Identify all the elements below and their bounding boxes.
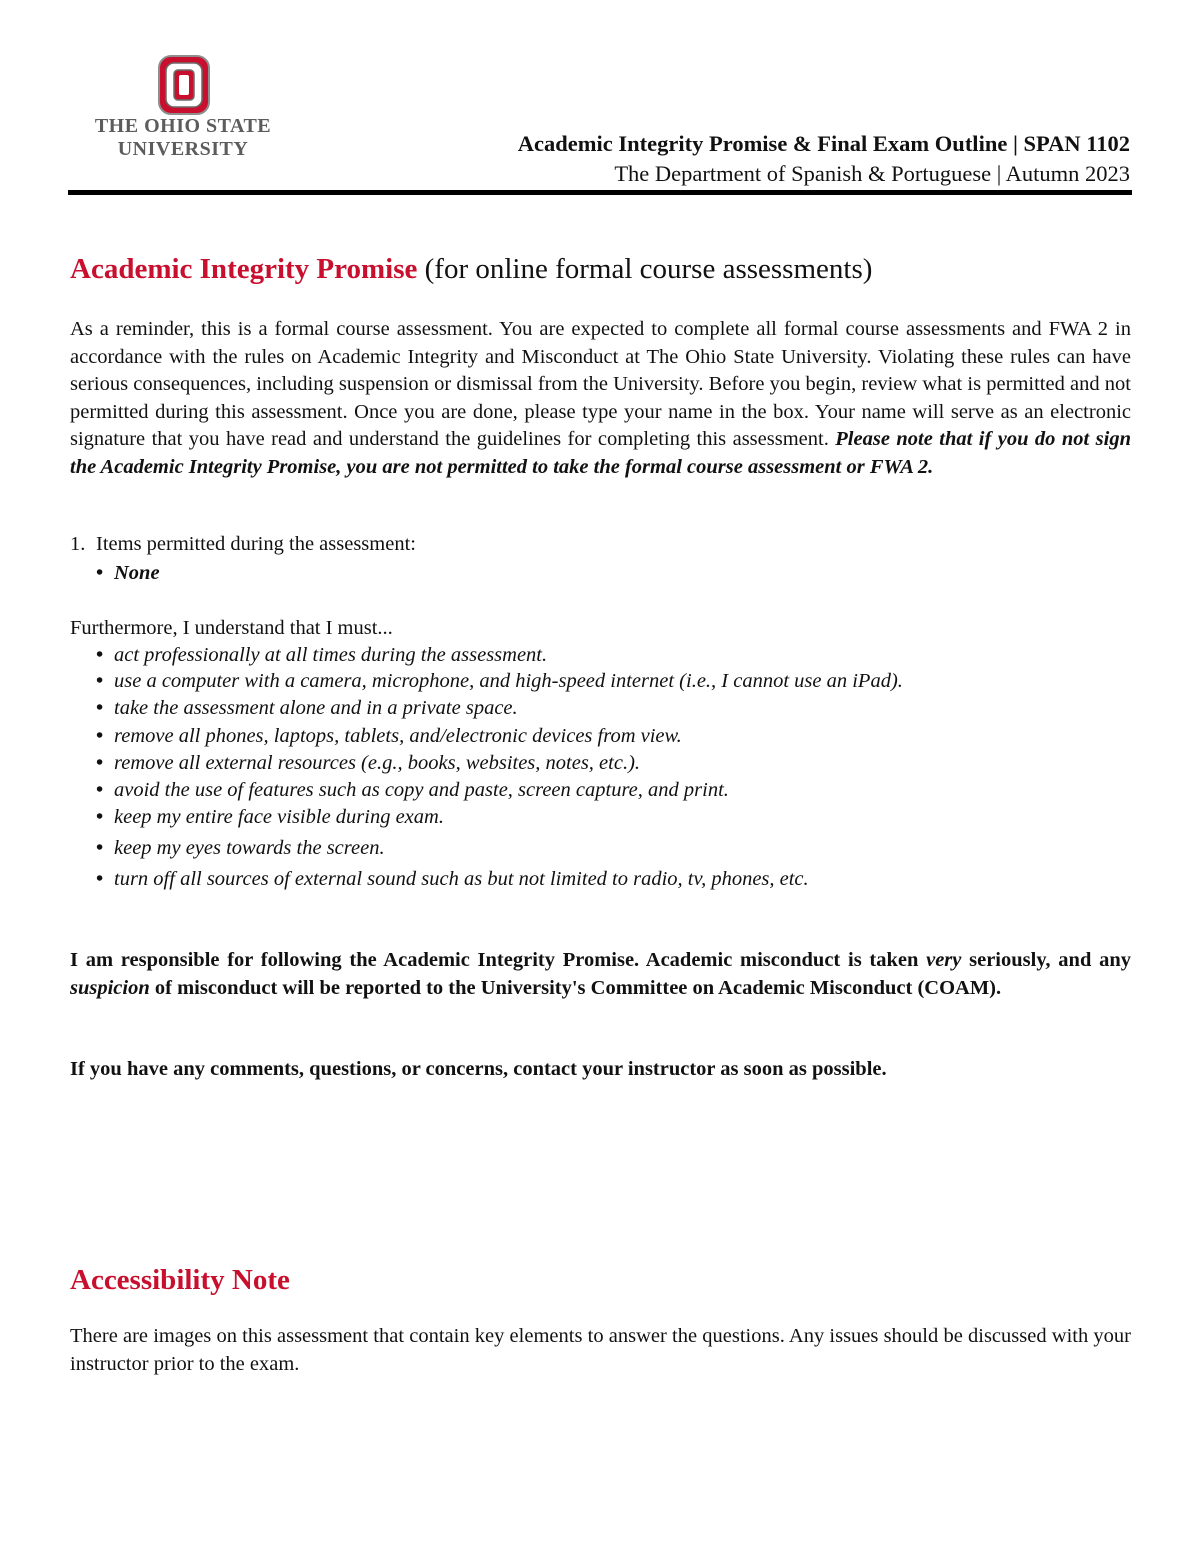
bullet-icon: • xyxy=(96,779,104,801)
logo-text-line1: THE OHIO STATE xyxy=(94,115,272,137)
bullet-icon: • xyxy=(96,725,104,747)
bullet-icon: • xyxy=(96,868,104,890)
must-text: remove all phones, laptops, tablets, and/electronic devices from view. xyxy=(114,725,682,747)
list-item-text: Items permitted during the assessment: xyxy=(96,533,416,555)
header-divider xyxy=(68,190,1132,195)
bullet-icon: • xyxy=(96,562,104,584)
bullet-icon: • xyxy=(96,644,104,666)
heading-rest-part: (for online formal course assessments) xyxy=(417,253,873,285)
section-heading-accessibility xyxy=(70,1264,290,1297)
list-item xyxy=(96,725,682,748)
resp-emphasis-very: very xyxy=(926,949,962,971)
must-text: act professionally at all times during the assessment. xyxy=(114,644,548,666)
permitted-list-item xyxy=(70,533,416,556)
list-item xyxy=(96,752,640,775)
resp-text: I am responsible for following the Academic Integrity Promise. Academic misconduct is taken xyxy=(70,949,927,971)
resp-emphasis-suspicion: suspicion xyxy=(70,976,150,999)
contact-paragraph: If you have any comments, questions, or concerns, contact your instructor as soon as possible. xyxy=(70,1058,887,1080)
header-title: Academic Integrity Promise & Final Exam Outline | SPAN 1102 xyxy=(517,131,1130,156)
heading-red-part: Academic Integrity Promise xyxy=(70,253,418,285)
must-text: keep my eyes towards the screen. xyxy=(114,837,385,859)
list-item xyxy=(96,779,729,802)
bullet-icon: • xyxy=(96,806,104,828)
permitted-none-item xyxy=(96,562,160,585)
heading-red-part: Accessibility Note xyxy=(70,1264,290,1296)
list-item xyxy=(96,837,385,860)
bullet-icon: • xyxy=(96,837,104,859)
list-item xyxy=(96,644,547,667)
block-o-logo-icon xyxy=(158,55,210,115)
must-text: remove all external resources (e.g., books, websites, notes, etc.). xyxy=(114,752,641,774)
list-item xyxy=(96,670,903,693)
list-number: 1. xyxy=(70,533,86,555)
resp-text: seriously, and any xyxy=(961,949,1131,971)
bullet-icon: • xyxy=(96,697,104,719)
section-heading-integrity xyxy=(70,253,872,286)
resp-text: of misconduct will be reported to the University's Committee on Academic Misconduct (COAM). xyxy=(149,976,1002,999)
must-text: take the assessment alone and in a private space. xyxy=(114,697,518,719)
logo-text-line2: UNIVERSITY xyxy=(117,138,249,160)
furthermore-line: Furthermore, I understand that I must... xyxy=(70,617,393,639)
intro-text: As a reminder, this is a formal course assessment. You are expected to complete all formal course assessments and FWA 2 in accordance with the rules on Academic Integrity and Misconduct at The Ohio State University. Violating these rules can have serious consequences, including suspension or dismissal from the University. Before you begin, review what is permitted and not permitted during this assessment. Once you are done, please type your name in the box. Your name will serve as an electronic signature that you have read and understand the guidelines for completing this assessment. xyxy=(70,318,1131,450)
permitted-value: None xyxy=(114,562,160,584)
list-item xyxy=(96,697,518,720)
accessibility-paragraph: There are images on this assessment that contain key elements to answer the questions. Any issues should be discussed with your instructor prior to the exam. xyxy=(70,1325,1131,1375)
intro-emphasis: Please note that if you do not sign the Academic Integrity Promise, you are not permitted to take the formal course assessment or FWA 2. xyxy=(70,428,1132,478)
list-item xyxy=(96,868,809,891)
header-subtitle: The Department of Spanish & Portuguese | Autumn 2023 xyxy=(614,161,1130,186)
must-text: avoid the use of features such as copy and paste, screen capture, and print. xyxy=(114,779,729,801)
intro-paragraph xyxy=(70,316,1131,481)
must-text: use a computer with a camera, microphone, and high-speed internet (i.e., I cannot use an iPad). xyxy=(114,670,903,692)
must-text: turn off all sources of external sound such as but not limited to radio, tv, phones, etc. xyxy=(114,868,809,890)
list-item xyxy=(96,806,444,829)
osu-logo xyxy=(88,55,278,165)
must-text: keep my entire face visible during exam. xyxy=(114,806,444,828)
responsibility-paragraph xyxy=(70,947,1131,1002)
bullet-icon: • xyxy=(96,670,104,692)
bullet-icon: • xyxy=(96,752,104,774)
